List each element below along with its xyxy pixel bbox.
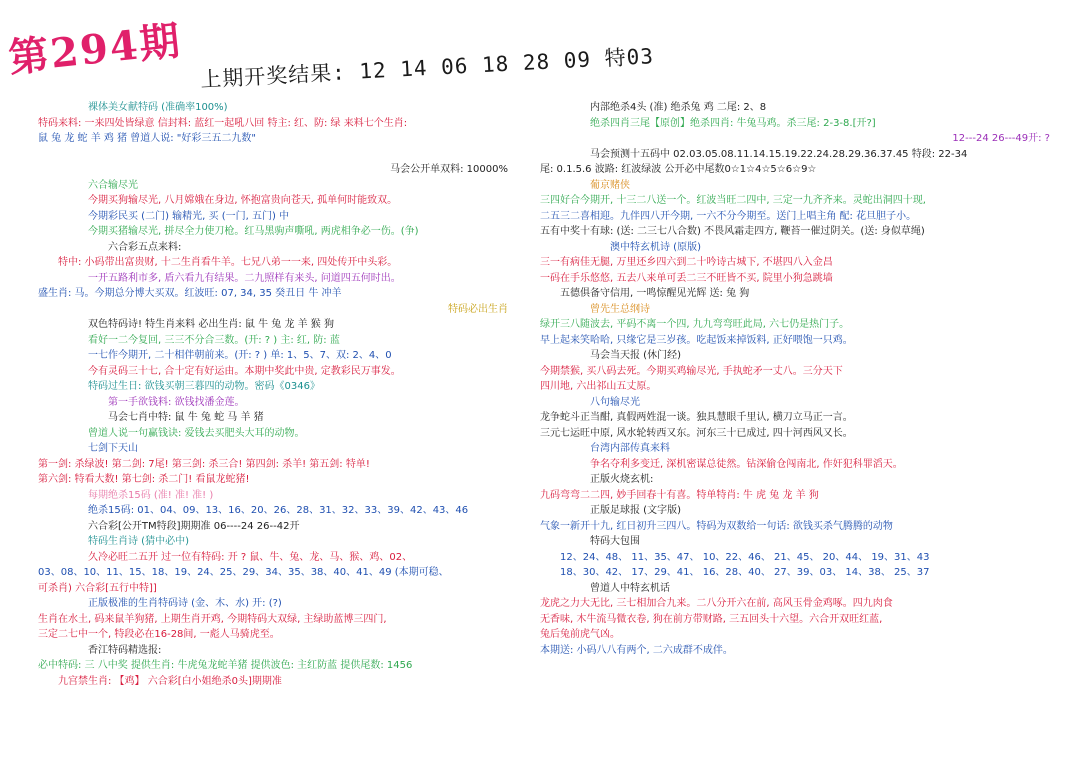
right-text-line: 正版足球报 (文字版) — [590, 505, 681, 516]
issue-number: 第294期 — [6, 17, 184, 82]
left-text-line: 特码生肖诗 (猜中必中) — [88, 536, 189, 547]
left-text-line: 第一手欲钱料: 欲钱找潘金莲。 — [108, 396, 245, 408]
right-text-line: 内部绝杀4头 (准) 绝杀兔 鸡 二尾: 2、8 — [590, 102, 767, 113]
left-text-line: 看好一二今复回, 三三不分合三数。(开: ? ) 主: 红, 防: 蓝 — [88, 334, 340, 346]
right-text-line: 曾先生总纲诗 — [590, 303, 650, 315]
left-text-line: 久冷必旺二五开 过一位有特码: 开 ? 鼠、牛、兔、龙、马、猴、鸡、02、 — [88, 551, 413, 563]
last-result: 上期开奖结果: 12 14 06 18 28 09 特03 — [199, 44, 655, 92]
left-text-line: 03、08、10、11、15、18、19、24、25、29、34、35、38、40、41、49 (本期可稳、 — [38, 567, 449, 578]
left-text-line: 可杀肖) 六合彩[五行中特]] — [38, 582, 157, 594]
right-text-line: 绿开三八随波去, 平码不离一个四, 九九弯弯旺此局, 六七仍是热门子。 — [540, 319, 850, 330]
left-text-line: 今期彩民买 (二门) 输精光, 买 (一门, 五门) 中 — [88, 210, 290, 222]
right-text-line: 气象一新开十九, 红日初升三四八。特码为双数给一句话: 欲钱买杀气腾腾的动物 — [540, 520, 893, 532]
right-text-line: 18、30、42、 17、29、41、 16、28、40、 27、39、03、 14、38、 25、37 — [560, 567, 930, 578]
left-text-line: 必中特码: 三 八中奖 提供生肖: 牛虎兔龙蛇羊猪 提供波色: 主红防蓝 提供尾数: 1456 — [38, 660, 413, 671]
right-text-line: 三一有病佳无腿, 万里还乡四六到二十吟诗古城下, 不堪四八入金昌 — [540, 257, 833, 268]
right-text-line: 无香味, 木牛流马微衣卷, 狗在前方带财路, 三五回头十六望。六合开双旺红蓝, — [540, 613, 883, 625]
right-text-line: 一码在手乐悠悠, 五去八来单可丢二三不旺皆不买, 院里小狗急跳墙 — [540, 272, 833, 284]
right-text-line: 澳中特玄机诗 (原版) — [610, 241, 701, 253]
left-text-line: 特中: 小码带出富贵财, 十二生肖看牛羊。七兄八弟一一来, 四处传开中头彩。 — [58, 257, 398, 268]
left-text-line: 六合输尽光 — [88, 179, 138, 191]
left-text-line: 每期绝杀15码 (准! 准! 准! ) — [88, 489, 214, 501]
left-text-line: 今有灵码三十七, 合十定有好运由。本期中奖此中贵, 定教彩民万事发。 — [88, 365, 401, 377]
right-text-line: 尾: 0.1.5.6 波路: 红波绿波 公开必中尾数0☆1☆4☆5☆6☆9☆ — [540, 164, 817, 175]
left-text-line: 第一剑: 杀绿波! 第二剑: 7尾! 第三剑: 杀三合! 第四剑: 杀羊! 第五剑: 特单! — [38, 458, 370, 470]
right-text-line: 正版火烧玄机: — [590, 474, 654, 485]
right-text-line: 今期禁猴, 买八码去死。今期买鸡输尽光, 手执蛇矛一丈八。三分天下 — [540, 365, 843, 377]
right-column — [540, 100, 1050, 658]
left-text-line: 盛生肖: 马。今期总分博大买双。红波旺: 07, 34, 35 癸丑日 牛 冲羊 — [38, 288, 342, 299]
right-text-line: 三四好合今期开, 十三二八送一个。红波当旺二四中, 三定一九齐齐来。灵蛇出洞四十现, — [540, 195, 926, 206]
right-text-line: 本期送: 小码八八有两个, 二六成群不成伴。 — [540, 644, 733, 656]
left-text-line: 生肖在水土, 码来鼠羊狗猪, 上期生肖开鸡, 今期特码大双绿, 主绿助蓝博三四门, — [38, 613, 387, 625]
left-text-line: 马会七肖中特: 鼠 牛 兔 蛇 马 羊 猪 — [108, 412, 264, 423]
left-text-line: 今期买猪输尽光, 拼尽全力使刀枪。红马黑驹声嘶吼, 两虎相争必一伤。(争) — [88, 226, 419, 237]
right-text-line: 九码弯弯二二四, 妙手回春十有喜。特单特肖: 牛 虎 兔 龙 羊 狗 — [540, 489, 819, 501]
right-text-line: 三元七运旺中原, 风水轮转西又东。河东三十已成过, 四十河西风又长。 — [540, 427, 853, 439]
left-text-line: 曾道人说一句赢钱诀: 爱钱去买肥头大耳的动物。 — [88, 427, 305, 439]
left-text-line: 六合彩[公开TM特段]期期准 06----24 26--42开 — [88, 520, 300, 532]
left-text-line: 香江特码精选报: — [88, 644, 162, 656]
left-text-line: 九宫禁生肖: 【鸡】 六合彩[白小姐绝杀0头]期期准 — [58, 675, 282, 687]
left-text-line: 双色特码诗! 特生肖来料 必出生肖: 鼠 牛 兔 龙 羊 猴 狗 — [88, 319, 334, 330]
right-text-line: 马会当天报 (休门经) — [590, 350, 681, 361]
left-text-line: 六合彩五点来料: — [108, 241, 182, 253]
right-text-line: 五有中奖十有球: (送: 二三七八合数) 不畏风霜走四方, 鞭苔一催过阴关。(送: 身似草绳) — [540, 226, 925, 237]
right-text-line: 四川地, 六出祁山五丈原。 — [540, 381, 657, 392]
right-text-line: 龙虎之力大无比, 三七相加合九来。二八分开六在前, 高风玉骨金鸡啄。四九肉食 — [540, 598, 893, 609]
left-text-line: 一开五路利市多, 盾六看九有结果。二九照样有来头, 问道四五何时出。 — [88, 272, 401, 284]
right-text-line: 绝杀四肖三尾【原创】绝杀四肖: 牛兔马鸡。杀三尾: 2-3-8.[开?] — [590, 117, 876, 129]
right-text-line: 早上起来笑哈哈, 只缘它是三岁孩。吃起饭来掉饭料, 正好喂饱一只鸡。 — [540, 334, 853, 346]
right-text-line: 八句输尽光 — [590, 396, 640, 408]
right-text-line: 兔后兔前虎气凶。 — [540, 629, 620, 640]
right-text-line: 争名夺利多变迁, 深机密谋总徒然。钻深偷仓闯南北, 作奸犯科罪滔天。 — [590, 458, 903, 470]
left-text-line: 鼠 兔 龙 蛇 羊 鸡 猪 曾道人说: "好彩三五二九数" — [38, 133, 256, 144]
left-text-line: 马会公开单双料: 10000% — [390, 164, 508, 175]
right-text-line: 龙争蛇斗正当酣, 真假两姓混一谈。独具慧眼千里认, 横刀立马正一言。 — [540, 412, 853, 423]
right-text-line: 曾道人中特玄机话 — [590, 582, 670, 594]
left-text-line: 正版极准的生肖特码诗 (金、木、水) 开: (?) — [88, 598, 282, 609]
left-text-line: 裸体美女献特码 (准确率100%) — [88, 102, 228, 113]
right-text-line: 12、24、48、 11、35、47、 10、22、46、 21、45、 20、44、 19、31、43 — [560, 551, 930, 563]
right-text-line: 五德俱备守信用, 一鸣惊醒见光辉 送: 兔 狗 — [560, 288, 750, 299]
left-text-line: 三定二七中一个, 特段必在16-28间, 一彪人马骑虎至。 — [38, 629, 280, 640]
left-text-line: 一七作今期开, 二十相伴朝前来。(开: ? ) 单: 1、5、7、双: 2、4、0 — [88, 350, 392, 361]
left-text-line: 第六剑: 特看大数! 第七剑: 杀二门! 看鼠龙蛇猪! — [38, 474, 250, 485]
left-text-line: 绝杀15码: 01、04、09、13、16、20、26、28、31、32、33、39、42、43、46 — [88, 505, 469, 516]
left-text-line — [38, 147, 508, 163]
right-text-line: 12---24 26---49开: ? — [952, 133, 1050, 144]
right-text-line: 特码大包围 — [590, 536, 640, 547]
left-text-line: 今期买狗输尽光, 八月嫦娥在身边, 怀抱富贵向苍天, 孤单何时能致双。 — [88, 195, 398, 206]
left-text-line: 特码过生日: 欲钱买朝三暮四的动物。密码《0346》 — [88, 381, 320, 392]
left-text-line: 特码必出生肖 — [448, 303, 508, 315]
left-column — [38, 100, 508, 689]
right-text-line: 台湾内部传真来料 — [590, 443, 670, 454]
right-text-line: 马会预测十五码中 02.03.05.08.11.14.15.19.22.24.28.29.36.37.45 特段: 22-34 — [590, 148, 968, 160]
left-text-line: 七剑下天山 — [88, 443, 138, 454]
left-text-line: 特码来料: 一来四处皆绿意 信封料: 蓝红一起吼八回 特主: 红、防: 绿 来料七个生肖: — [38, 117, 408, 129]
right-text-line: 葡京赌侠 — [590, 179, 630, 191]
right-text-line: 二五三二喜相迎。九伴四八开今期, 一六不分今期至。送门上唱主角 配: 花旦胆子小。 — [540, 210, 917, 222]
